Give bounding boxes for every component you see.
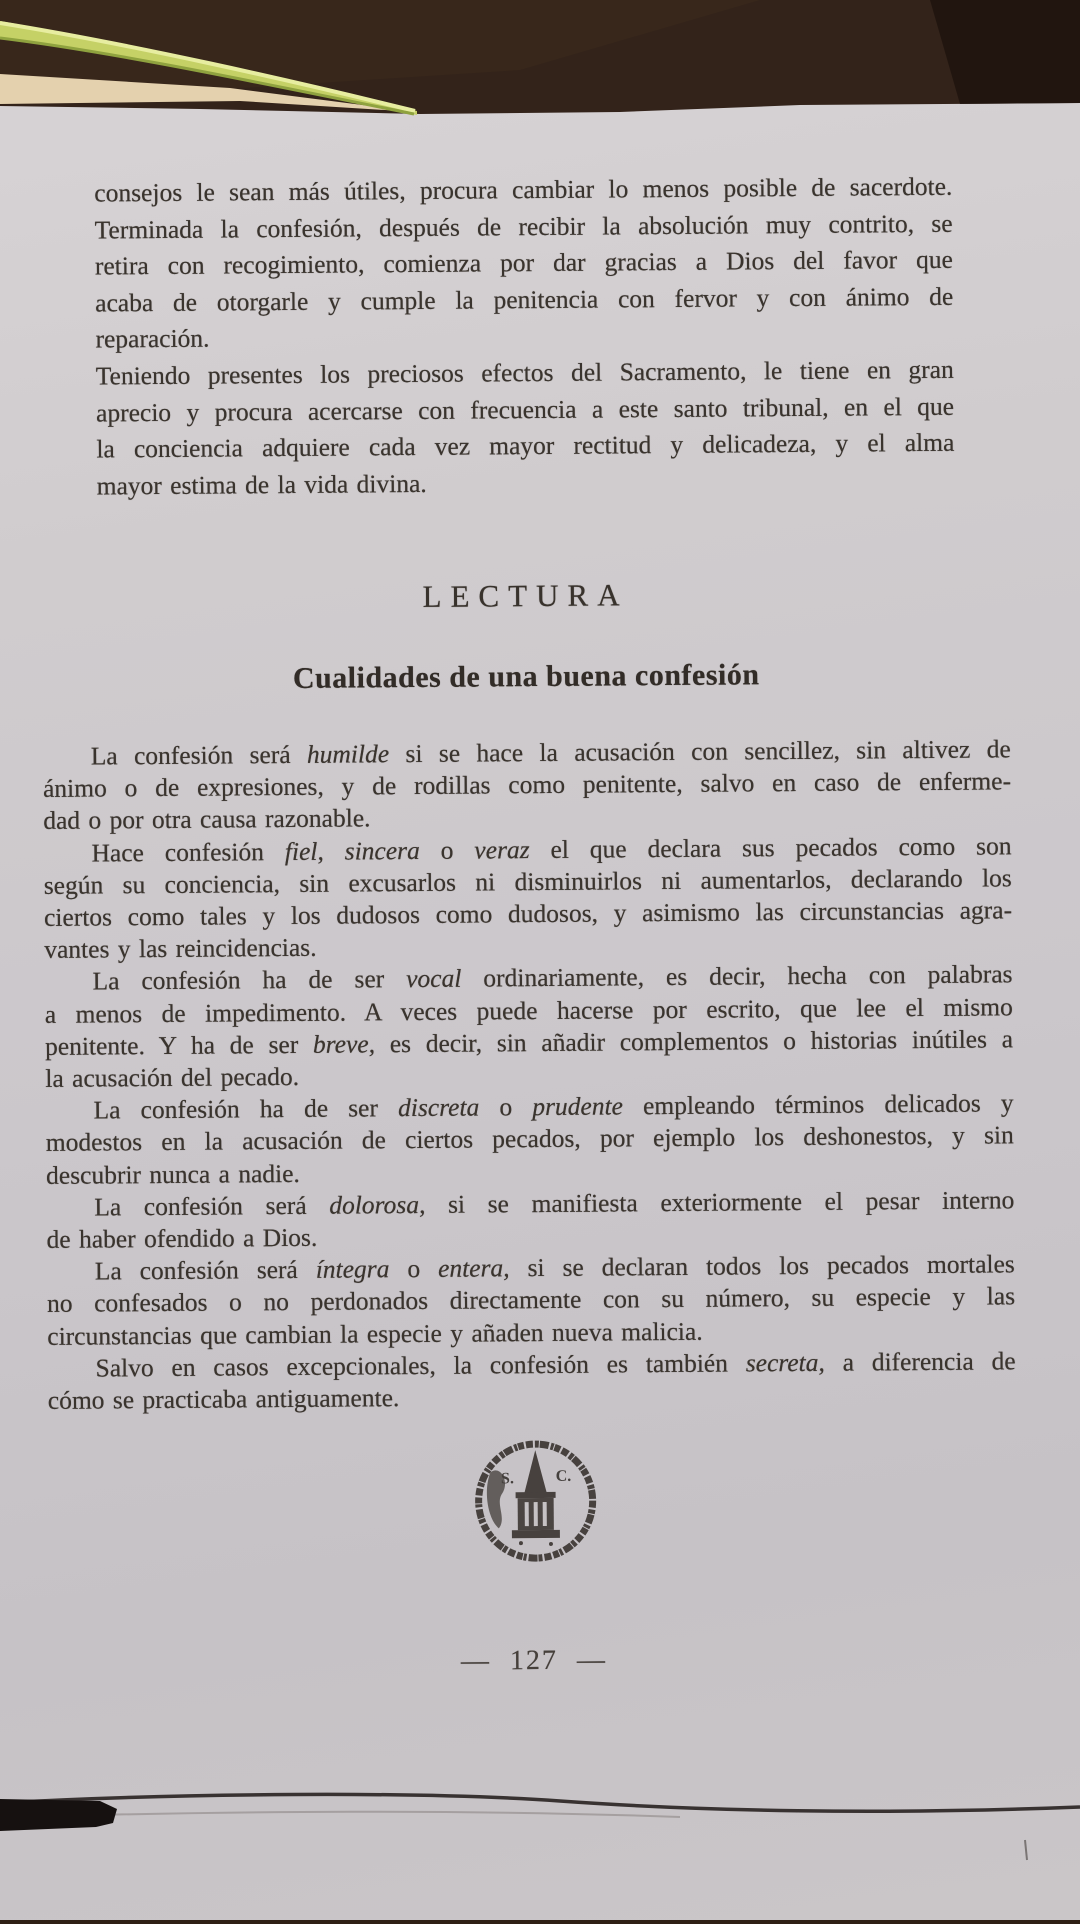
seal-letter-s: S. bbox=[500, 1470, 514, 1488]
paragraph bbox=[44, 959, 1013, 1095]
italic-term: vocal bbox=[406, 964, 462, 994]
text-segment: acaba de otorgarle y cumple la penitencia con fervor y con ánimo de bbox=[95, 281, 954, 318]
text-line bbox=[97, 461, 955, 504]
italic-term: breve, bbox=[312, 1029, 376, 1059]
text-segment: dad o por otra causa razonable. bbox=[43, 803, 371, 836]
text-segment: ánimo o de expresiones, y de rodillas como penitente, salvo en caso de enferme- bbox=[42, 766, 1012, 804]
seal-tower-column-gap bbox=[543, 1502, 547, 1526]
text-segment: o bbox=[479, 1092, 533, 1122]
italic-term: discreta bbox=[397, 1092, 480, 1123]
seal-speck bbox=[519, 1541, 523, 1545]
text-segment: la acusación del pecado. bbox=[45, 1061, 300, 1093]
italic-term: veraz bbox=[474, 834, 530, 865]
seal-speck bbox=[549, 1542, 553, 1546]
text-segment: penitente. Y ha de ser bbox=[44, 1029, 314, 1061]
italic-term: sincera bbox=[344, 835, 420, 866]
paragraph bbox=[43, 733, 1012, 837]
text-segment: Teniendo presentes los preciosos efectos del Sacramento, le tiene en gran bbox=[95, 354, 954, 391]
text-segment: reparación. bbox=[95, 323, 210, 354]
publisher-seal bbox=[470, 1436, 601, 1567]
text-segment: La confesión será bbox=[94, 1255, 316, 1286]
text-segment: consejos le sean más útiles, procura cambiar lo menos posible de sacerdote. bbox=[94, 171, 953, 208]
fold-ink-blot bbox=[0, 1799, 117, 1831]
text-segment: retira con recogimiento, comienza por dar gracias a Dios del favor que bbox=[94, 244, 954, 281]
chapter-title: Cualidades de una buena confesión bbox=[292, 658, 760, 695]
seal-tower-column-gap bbox=[534, 1502, 538, 1526]
paragraph bbox=[94, 169, 953, 359]
text-segment: a menos de impedimento. A veces puede hacerse por escrito, que lee el mismo bbox=[44, 991, 1013, 1029]
paragraph bbox=[96, 352, 955, 505]
paragraph bbox=[43, 830, 1012, 966]
page-number: — 127 — bbox=[460, 1644, 608, 1677]
text-segment: La confesión ha de ser bbox=[93, 1093, 399, 1125]
carryover-paragraphs bbox=[94, 169, 955, 505]
seal-church-spire bbox=[523, 1450, 547, 1496]
body-paragraphs bbox=[43, 733, 1016, 1417]
text-segment: mayor estima de la vida divina. bbox=[96, 468, 427, 501]
text-line bbox=[96, 425, 954, 468]
seal-tower-cap bbox=[516, 1492, 556, 1498]
paragraph bbox=[47, 1345, 1015, 1417]
seal-letter-c: C. bbox=[555, 1467, 572, 1485]
text-segment: vantes y las reincidencias. bbox=[44, 932, 317, 965]
text-line bbox=[95, 279, 953, 322]
text-segment: descubrir nunca a nadie. bbox=[45, 1158, 300, 1190]
text-line bbox=[94, 169, 952, 212]
italic-term: prudente bbox=[532, 1091, 624, 1122]
text-segment: la conciencia adquiere cada vez mayor rectitud y delicadeza, y el alma bbox=[96, 427, 955, 464]
text-segment bbox=[324, 836, 345, 865]
text-segment: La confesión será bbox=[90, 739, 308, 771]
text-segment: ciertos como tales y los dudosos como dudosos, y asimismo las circunstancias agra- bbox=[43, 895, 1013, 932]
text-segment: empleando términos delicados y bbox=[622, 1088, 1014, 1121]
text-segment: si se hace la acusación con sencillez, sin altivez de bbox=[388, 734, 1011, 769]
text-segment: La confesión ha de ser bbox=[92, 964, 407, 996]
text-segment: Terminada la confesión, después de recibir la absolución muy contrito, se bbox=[94, 208, 953, 245]
text-segment: ordinariamente, es decir, hecha con palabras bbox=[461, 959, 1013, 994]
fold-crease-line bbox=[0, 1794, 1080, 1811]
text-segment: La confesión será bbox=[94, 1190, 330, 1222]
text-segment: cómo se practicaba antiguamente. bbox=[47, 1383, 400, 1415]
text-segment: según su conciencia, sin excusarlos ni disminuirlos ni aumentarlos, declarando los bbox=[43, 863, 1012, 900]
text-line bbox=[96, 352, 954, 395]
seal-tower-column-gap bbox=[525, 1502, 529, 1526]
text-segment: no confesados o no perdonados directamente con su número, su especie y las bbox=[46, 1281, 1016, 1319]
text-segment: circunstancias que cambian la especie y añaden nueva malicia. bbox=[47, 1316, 703, 1351]
paragraph bbox=[47, 1249, 1016, 1353]
italic-term: íntegra bbox=[315, 1254, 390, 1285]
italic-term: fiel, bbox=[284, 836, 324, 866]
text-segment: si se declaran todos los pecados mortales bbox=[509, 1249, 1015, 1283]
seal-tower-base bbox=[512, 1530, 560, 1538]
text-line bbox=[48, 1377, 1016, 1417]
section-heading: LECTURA bbox=[422, 577, 629, 614]
text-segment: o bbox=[419, 835, 475, 865]
italic-term: dolorosa, bbox=[329, 1189, 426, 1220]
text-segment: es decir, sin añadir complementos o historias inútiles a bbox=[374, 1024, 1014, 1059]
text-segment: Salvo en casos excepcionales, la confesión es también bbox=[95, 1348, 746, 1383]
paragraph bbox=[46, 1184, 1014, 1256]
page-fold-line bbox=[0, 1765, 1080, 1885]
text-segment: modestos en la acusación de ciertos pecados, por ejemplo los deshonestos, y sin bbox=[45, 1120, 1014, 1158]
text-segment: de haber ofendido a Dios. bbox=[46, 1222, 318, 1254]
text-segment: o bbox=[389, 1254, 439, 1284]
italic-term: entera, bbox=[437, 1253, 510, 1284]
text-segment: aprecio y procura acercarse con frecuencia a este santo tribunal, en el que bbox=[95, 391, 955, 428]
text-segment: el que declara sus pecados como son bbox=[529, 830, 1012, 864]
text-segment: a diferencia de bbox=[824, 1346, 1016, 1377]
italic-term: secreta, bbox=[745, 1347, 825, 1378]
paragraph bbox=[45, 1088, 1014, 1192]
fold-small-mark bbox=[1025, 1840, 1027, 1860]
text-segment: Hace confesión bbox=[91, 836, 285, 868]
italic-term: humilde bbox=[306, 739, 390, 769]
text-segment: si se manifiesta exteriormente el pesar interno bbox=[425, 1185, 1015, 1219]
